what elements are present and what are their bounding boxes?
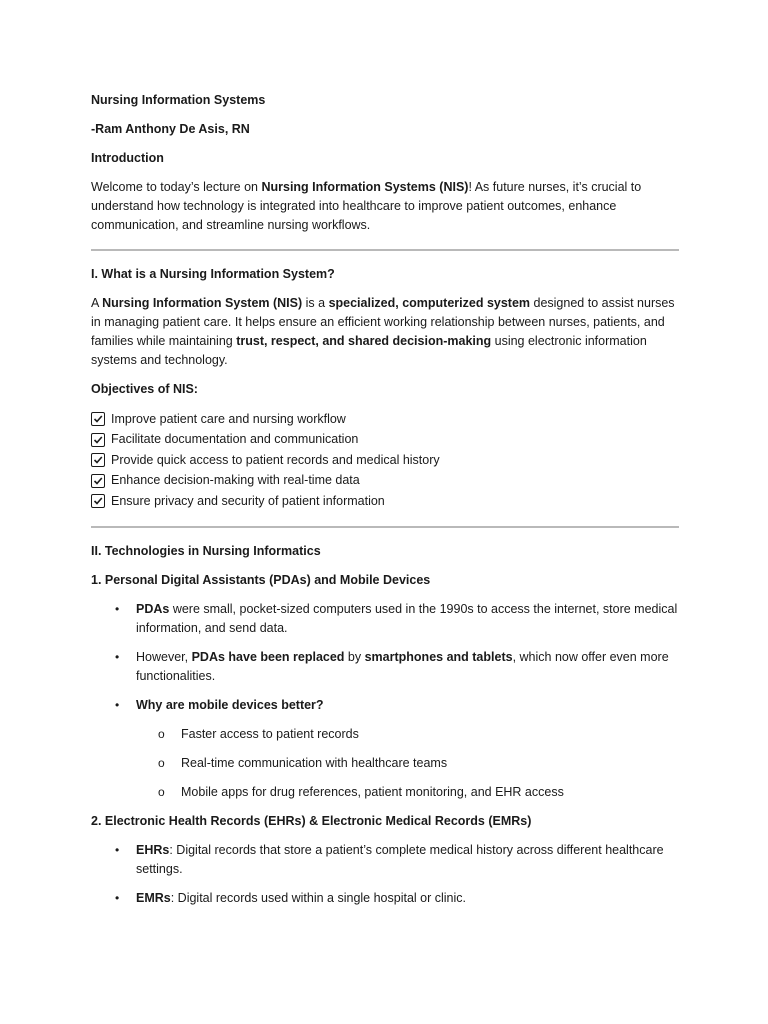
intro-heading: Introduction bbox=[91, 151, 164, 165]
document-body bbox=[91, 91, 679, 918]
bullet-icon: • bbox=[115, 890, 120, 905]
list-item: Ensure privacy and security of patient information bbox=[91, 491, 679, 512]
hollow-bullet-icon: o bbox=[158, 726, 165, 741]
section-divider bbox=[91, 526, 679, 528]
list-item: o Faster access to patient records bbox=[136, 725, 679, 744]
pda-bullet-list bbox=[91, 600, 679, 802]
hollow-bullet-icon: o bbox=[158, 755, 165, 770]
checkbox-checked-icon bbox=[91, 412, 105, 426]
list-item: • PDAs were small, pocket-sized computers used in the 1990s to access the internet, store medical information, and send data. bbox=[115, 601, 678, 635]
list-item: Improve patient care and nursing workflow bbox=[91, 409, 679, 430]
intro-paragraph: Welcome to today’s lecture on Nursing Information Systems (NIS)! As future nurses, it’s crucial to understand how technology is integrated into healthcare to improve patient outcomes, enhance communication, and streamline nursing workflows. bbox=[91, 180, 642, 232]
list-item: Provide quick access to patient records and medical history bbox=[91, 450, 679, 471]
checkbox-checked-icon bbox=[91, 453, 105, 467]
checkbox-checked-icon bbox=[91, 474, 105, 488]
bullet-icon: • bbox=[115, 649, 120, 664]
subsection1-heading: 1. Personal Digital Assistants (PDAs) and Mobile Devices bbox=[91, 572, 431, 587]
list-item: o Mobile apps for drug references, patient monitoring, and EHR access bbox=[136, 783, 679, 802]
bullet-icon: • bbox=[115, 842, 120, 857]
section1-heading: I. What is a Nursing Information System? bbox=[91, 267, 335, 281]
list-item: • EHRs: Digital records that store a patient’s complete medical history across different healthcare settings. bbox=[115, 842, 664, 876]
list-item: • Why are mobile devices better? o Faster access to patient records o Real-time communication with healthcare teams o Mobile apps for drug references, patient monitoring, and EHR access bbox=[91, 696, 679, 802]
list-item: o Real-time communication with healthcare teams bbox=[136, 754, 679, 773]
section2-heading: II. Technologies in Nursing Informatics bbox=[91, 543, 321, 558]
objectives-heading: Objectives of NIS: bbox=[91, 382, 198, 396]
checkbox-checked-icon bbox=[91, 433, 105, 447]
subsection2-heading: 2. Electronic Health Records (EHRs) & Electronic Medical Records (EMRs) bbox=[91, 813, 532, 828]
document-title: Nursing Information Systems bbox=[91, 93, 266, 107]
checkbox-checked-icon bbox=[91, 494, 105, 508]
nis-definition-paragraph: A Nursing Information System (NIS) is a specialized, computerized system designed to assist nurses in managing patient care. It helps ensure an efficient working relationship between nurses, patients, and families while maintaining trust, respect, and shared decision-making using electronic information systems and technology. bbox=[91, 296, 675, 367]
section-divider bbox=[91, 249, 679, 251]
objectives-list bbox=[91, 409, 679, 512]
list-item: • However, PDAs have been replaced by smartphones and tablets, which now offer even more functionalities. bbox=[115, 649, 669, 683]
author-line: -Ram Anthony De Asis, RN bbox=[91, 122, 250, 136]
mobile-benefits-list bbox=[136, 725, 679, 802]
list-item: • EMRs: Digital records used within a single hospital or clinic. bbox=[91, 889, 679, 908]
list-item: Enhance decision-making with real-time data bbox=[91, 471, 679, 492]
list-item: Facilitate documentation and communication bbox=[91, 430, 679, 451]
bullet-icon: • bbox=[115, 601, 120, 616]
ehr-emr-bullet-list bbox=[91, 841, 679, 908]
hollow-bullet-icon: o bbox=[158, 784, 165, 799]
bullet-icon: • bbox=[115, 697, 120, 712]
